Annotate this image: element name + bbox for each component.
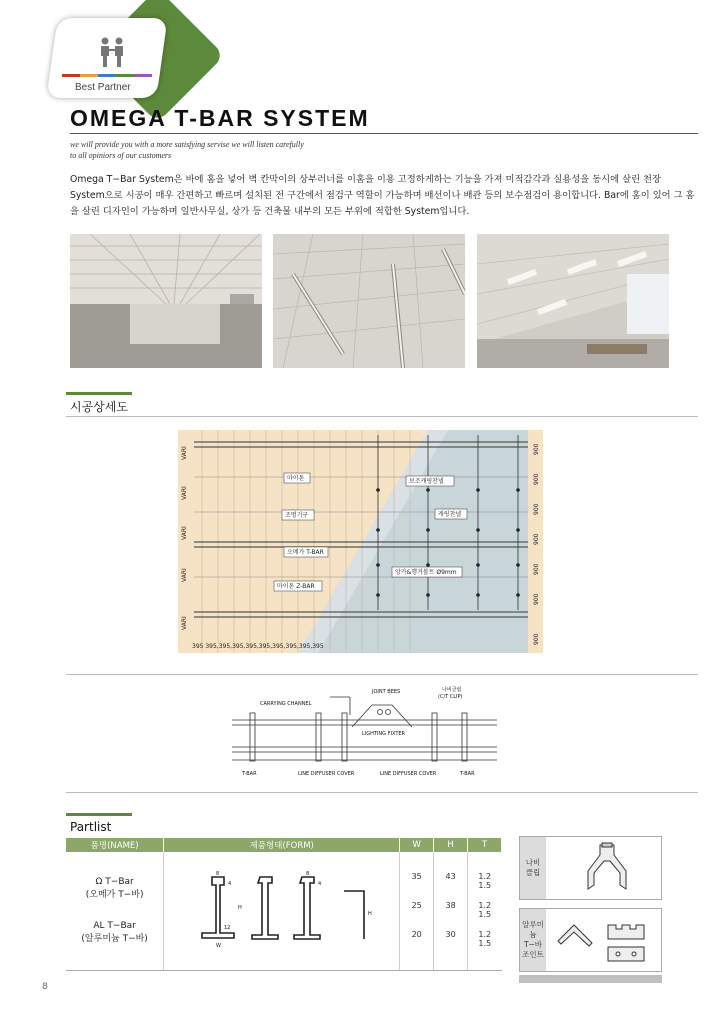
form-dim-label: W <box>215 943 221 950</box>
w-value: 25 <box>411 901 422 911</box>
construction-drawing <box>178 430 543 653</box>
callout-channel: 캐링찬넬 <box>438 511 462 518</box>
w-value: 20 <box>411 930 422 940</box>
logo-color-bar <box>62 74 152 77</box>
ceiling-photo-1 <box>70 234 262 368</box>
form-dim-label: H <box>367 911 372 918</box>
drawing-vari-label: VARI <box>181 446 188 460</box>
h-value: 30 <box>445 930 456 940</box>
section-title-partlist: Partlist <box>70 820 112 834</box>
section-title-construction: 시공상세도 <box>70 400 128 414</box>
w-cell <box>400 852 434 970</box>
section-divider <box>66 674 698 675</box>
detail-label-ct-clip: (C/T CLIP) <box>438 694 463 700</box>
intro-paragraph: Omega T−Bar System은 바에 홈을 넣어 벽 칸막이의 상부러너를 이홈을 이용 고정하게하는 기능을 가져 미적감각과 실용성을 동시에 살린 천장 System으로 시공이 매우 간편하고 빠르며 설치된 전 구간에서 점검구 역할이 가능하며 배선이나 배관 등의 보수점검이 용이합니다. Bar에 홈이 있어 그 홈을 살린 디자인이 가능하며 일반사무실, 상가 등 건축물 내부의 모든 부위에 적합한 System입니다. <box>70 174 695 217</box>
accessory-shadow <box>519 975 662 983</box>
drawing-vari-label: VARI <box>181 486 188 500</box>
accessory-card-joint <box>519 908 662 972</box>
detail-label-carrying-channel: CARRYING CHANNEL <box>260 701 312 707</box>
h-value: 38 <box>445 901 456 911</box>
drawing-dim-label: 900 <box>533 443 540 455</box>
form-dim-label: 4 <box>317 881 321 888</box>
drawing-dim-label: 900 <box>533 593 540 605</box>
page-title: OMEGA T-BAR SYSTEM <box>70 105 370 131</box>
butterfly-clip-icon <box>550 839 655 899</box>
t-value-group <box>468 901 501 920</box>
callout-aux-channel: 보조캐링찬넬 <box>409 478 444 485</box>
t-value: 1.5 <box>478 939 492 949</box>
title-divider <box>70 133 698 134</box>
ceiling-photo-3 <box>477 234 669 368</box>
partlist-table <box>66 838 502 971</box>
section-accent-bar <box>66 392 132 395</box>
t-value-group <box>468 930 501 949</box>
accessory-card-butterfly-clip <box>519 836 662 900</box>
drawing-vari-label: VARI <box>181 616 188 630</box>
page-number: 8 <box>42 982 48 992</box>
form-dim-label: 8 <box>215 871 219 878</box>
form-dim-label: 8 <box>305 871 309 878</box>
detail-label-tbar: T-BAR <box>242 771 257 777</box>
callout-omega-tbar: 오메가 T-BAR <box>287 549 324 556</box>
logo-tagline: Best Partner <box>75 82 131 93</box>
col-header-w: W <box>400 838 434 852</box>
product-name-ko: (오메가 T−바) <box>85 889 144 900</box>
form-dim-label: H <box>237 905 242 912</box>
t-value: 1.2 <box>478 930 492 940</box>
logo-bar-segment <box>134 74 152 77</box>
tbar-joint-icon <box>550 911 655 971</box>
col-header-t: T <box>468 838 502 852</box>
w-value: 35 <box>411 872 422 882</box>
logo-bar-segment <box>62 74 80 77</box>
detail-label-joint-bees: JOINT BEES <box>372 689 401 695</box>
section-accent-bar <box>66 813 132 816</box>
product-name: AL T−Bar <box>93 920 136 931</box>
t-value: 1.2 <box>478 872 492 882</box>
table-header-row <box>66 838 502 852</box>
accessory-label-line: 조인트 <box>522 950 544 959</box>
drawing-dim-label: 900 <box>533 563 540 575</box>
drawing-dim-label: 900 <box>533 633 540 645</box>
col-header-name: 품명(NAME) <box>66 838 164 852</box>
tbar-profiles <box>172 869 392 949</box>
drawing-dim-label: 900 <box>533 503 540 515</box>
logo-bar-segment <box>116 74 134 77</box>
h-value: 43 <box>445 872 456 882</box>
drawing-bottom-dims: 395 395,395,395,395,395,395,395,395,395 <box>192 643 324 650</box>
product-name-ko: (알루미늄 T−바) <box>81 933 148 944</box>
t-value: 1.2 <box>478 901 492 911</box>
col-header-form: 제품형태(FORM) <box>164 838 400 852</box>
subtitle-line-2: to all opiniors of our customers <box>70 151 172 160</box>
accessory-label <box>520 909 546 971</box>
t-value: 1.5 <box>478 881 492 891</box>
callout-myton: 마이톤 <box>287 475 305 482</box>
t-value: 1.5 <box>478 910 492 920</box>
partners-icon <box>95 37 131 67</box>
drawing-dim-label: 900 <box>533 533 540 545</box>
accessory-label-line: 클립 <box>525 868 541 877</box>
callout-anchor-bolt: 앙카&행거볼트 Ø9mm <box>395 569 457 576</box>
accessory-label-line: 알루미늄 <box>522 920 544 939</box>
logo-bar-segment <box>80 74 98 77</box>
t-value-group <box>468 872 501 891</box>
section-divider <box>66 792 698 793</box>
detail-drawing <box>232 685 497 780</box>
drawing-dim-label: 900 <box>533 473 540 485</box>
detail-label-diffuser: LINE DIFFUSER COVER <box>298 771 355 777</box>
product-form-cell <box>164 852 400 970</box>
subtitle-line-1: we will provide you with a more satisfying servise we will listen carefully <box>70 140 304 149</box>
product-name: Ω T−Bar <box>95 876 134 887</box>
section-divider <box>66 416 698 417</box>
callout-lighting: 조명기구 <box>285 512 309 519</box>
accessory-label-line: T−바 <box>523 940 543 949</box>
accessory-label-line: 나비 <box>525 858 541 867</box>
detail-label-diffuser: LINE DIFFUSER COVER <box>380 771 437 777</box>
callout-myton-zbar: 마이톤 Z-BAR <box>277 583 315 590</box>
detail-label-butterfly-clip: 나비클립 <box>442 687 462 693</box>
table-row <box>66 852 502 970</box>
h-cell <box>434 852 468 970</box>
detail-label-lighting-fixter: LIGHTING FIXTER <box>362 731 406 737</box>
ceiling-photo-2 <box>273 234 465 368</box>
t-cell <box>468 852 502 970</box>
drawing-vari-label: VARI <box>181 568 188 582</box>
form-dim-label: 12 <box>223 925 231 932</box>
detail-label-tbar: T-BAR <box>460 771 475 777</box>
logo-bar-segment <box>98 74 116 77</box>
product-names-cell <box>66 852 164 970</box>
col-header-h: H <box>434 838 468 852</box>
accessory-label <box>520 837 546 899</box>
drawing-vari-label: VARI <box>181 526 188 540</box>
form-dim-label: 4 <box>227 881 231 888</box>
